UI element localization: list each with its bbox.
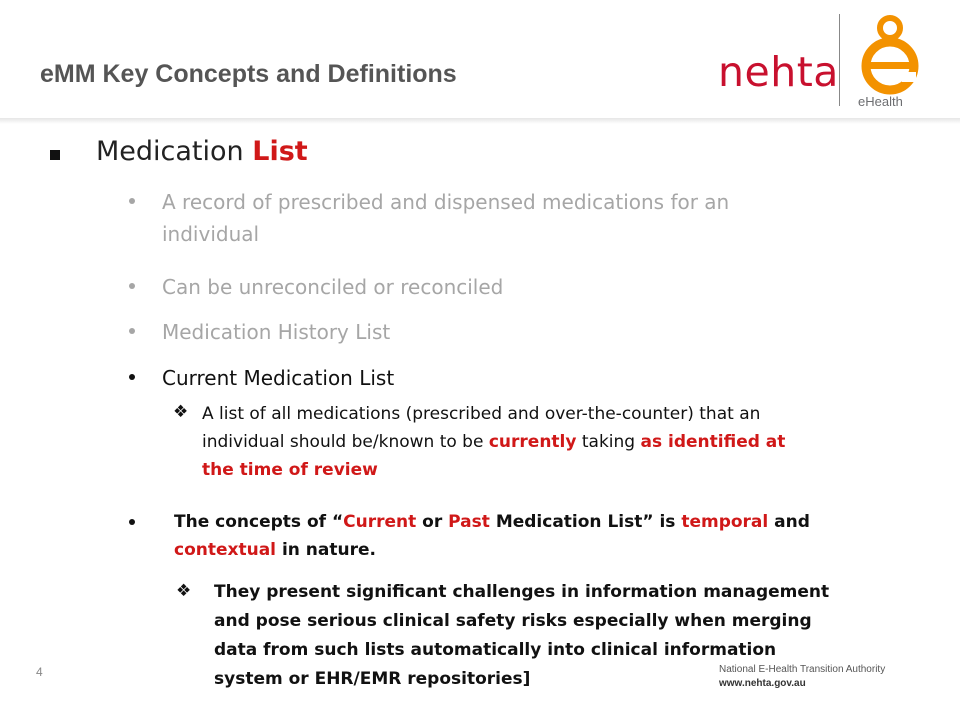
diamond-bullet-icon: ❖ — [176, 581, 192, 601]
sub2-line2: and pose serious clinical safety risks especially when merging — [214, 611, 812, 631]
bullet-history: Medication History List — [162, 320, 391, 344]
heading-prefix: Medication — [96, 136, 244, 167]
concepts-line2 — [174, 536, 934, 564]
footer-url: www.nehta.gov.au — [719, 678, 806, 689]
sub2-line3: data from such lists automatically into clinical information — [214, 640, 777, 660]
bullet-dot-icon — [129, 328, 135, 334]
bullet-dot-icon — [129, 283, 135, 289]
sub1-line2-d: as identified at — [640, 432, 786, 452]
nehta-logo-text: nehta — [718, 48, 839, 96]
concepts-b: Current — [343, 512, 417, 532]
bullet-dot-icon — [129, 374, 135, 380]
sub1-line2-c: taking — [581, 432, 636, 452]
concepts-line1 — [174, 508, 934, 536]
concepts-i: in nature. — [281, 540, 376, 560]
sub1-line1: A list of all medications (prescribed and over-the-counter) that an — [202, 404, 761, 424]
square-bullet-icon — [50, 150, 60, 160]
sub1-line2-b: currently — [488, 432, 577, 452]
sub2-line1: They present significant challenges in information management — [214, 582, 830, 602]
concepts-a: The concepts of “ — [174, 512, 344, 532]
diamond-bullet-icon: ❖ — [173, 402, 189, 422]
sub1-line3: the time of review — [202, 460, 378, 480]
bullet-record-line1: A record of prescribed and dispensed medications for an — [162, 190, 730, 214]
concepts-g: and — [774, 512, 810, 532]
page-number: 4 — [36, 665, 43, 679]
bullet-reconcile: Can be unreconciled or reconciled — [162, 275, 504, 299]
footer-org: National E-Health Transition Authority — [719, 664, 886, 675]
bullet-current: Current Medication List — [162, 366, 395, 390]
concepts-c: or — [422, 512, 443, 532]
bullet-record — [162, 186, 922, 250]
sub1-line2 — [202, 428, 932, 456]
concepts-e: Medication List” is — [495, 512, 676, 532]
sub2-line4: system or EHR/EMR repositories] — [214, 669, 531, 689]
heading-text — [96, 136, 308, 167]
slide-title: eMM Key Concepts and Definitions — [40, 60, 457, 88]
concepts-f: temporal — [681, 512, 769, 532]
heading-highlight: List — [252, 136, 308, 167]
concepts-h: contextual — [174, 540, 277, 560]
bullet-record-line2: individual — [162, 222, 260, 246]
bullet-dot-icon — [129, 198, 135, 204]
sub1-line2-a: individual should be/known to be — [202, 432, 484, 452]
ehealth-logo-label: eHealth — [858, 94, 903, 109]
bullet-concepts — [174, 508, 934, 564]
bullet-dot-icon — [129, 519, 135, 525]
sub-bullet-definition — [202, 400, 932, 484]
concepts-d: Past — [448, 512, 490, 532]
footer-org-block — [719, 663, 885, 691]
